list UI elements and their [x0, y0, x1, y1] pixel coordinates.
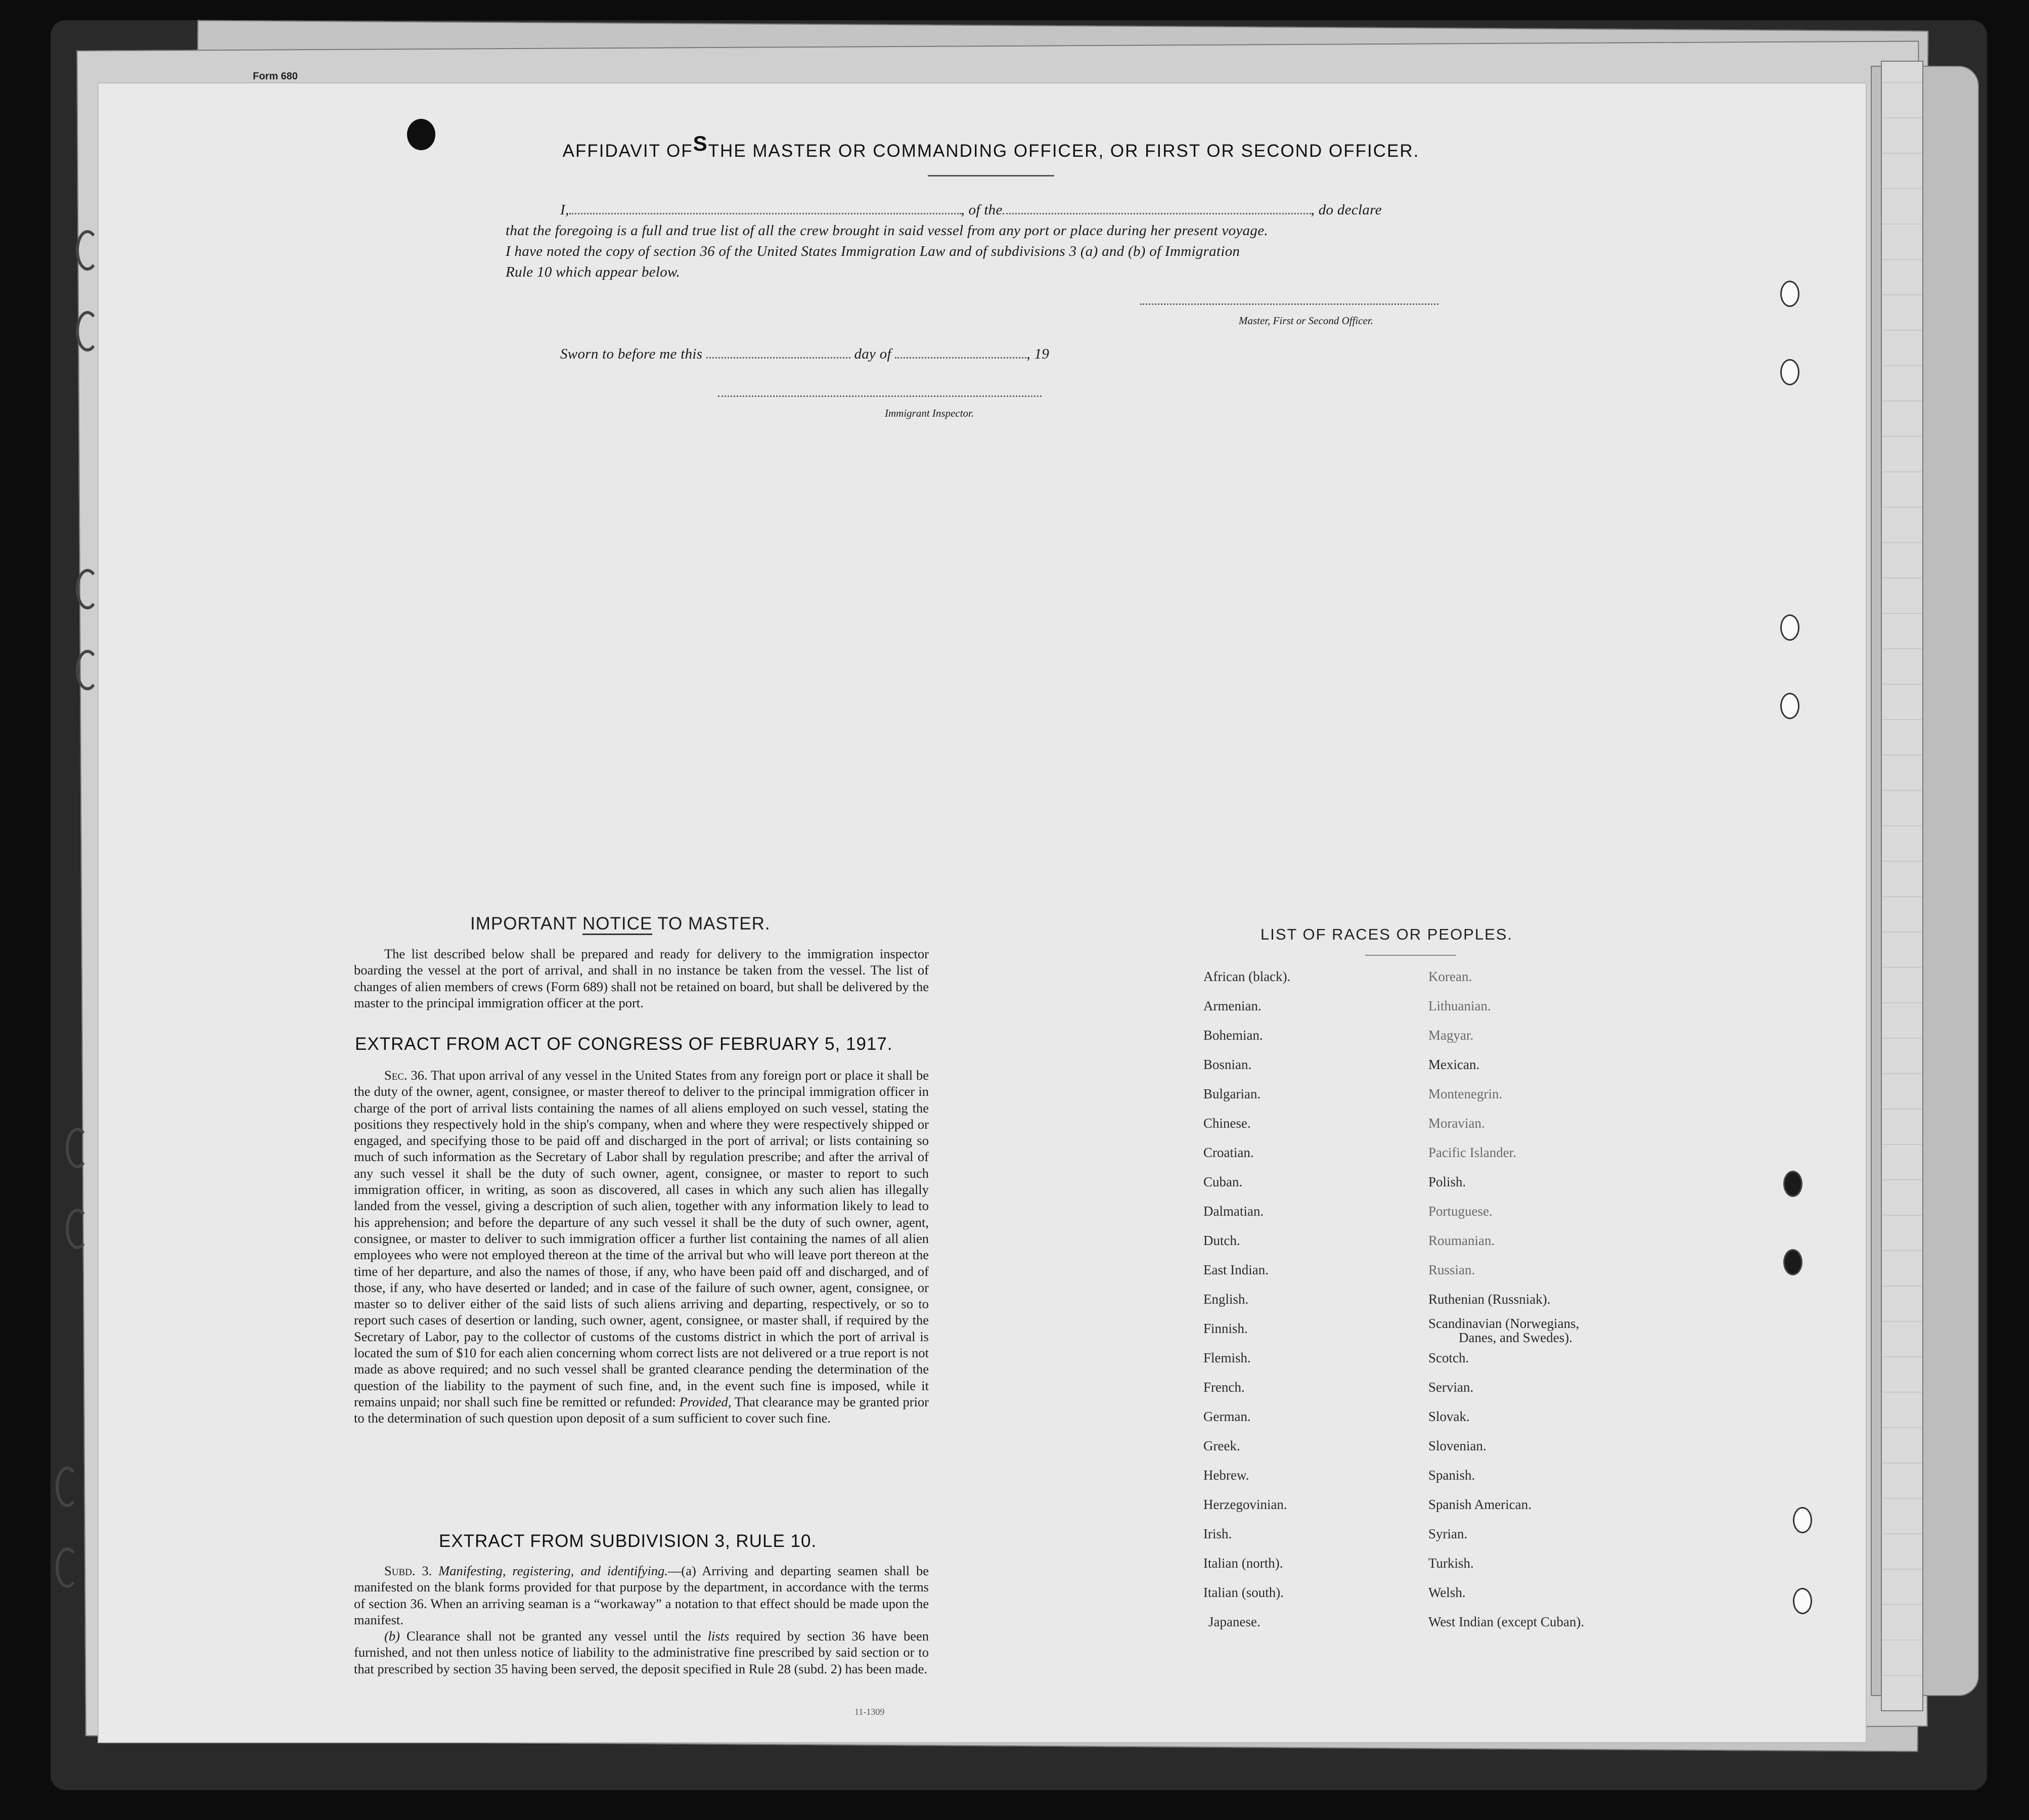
- race-item: Roumanian.: [1428, 1233, 1495, 1248]
- race-item: French.: [1203, 1380, 1245, 1395]
- race-item: Bulgarian.: [1203, 1086, 1261, 1101]
- races-title: LIST OF RACES OR PEOPLES.: [1260, 925, 1513, 943]
- race-item: Bosnian.: [1203, 1057, 1252, 1072]
- race-item: Spanish American.: [1428, 1497, 1531, 1512]
- section-label: Sec. 36.: [384, 1068, 428, 1083]
- name-blank: [569, 213, 961, 214]
- race-item: Magyar.: [1428, 1028, 1474, 1043]
- race-item: Dalmatian.: [1203, 1204, 1264, 1219]
- notice-paragraph: The list described below shall be prepared and ready for delivery to the immigration inspector boarding the vessel at the port of arrival, and shall in no instance be taken from the vessel. The list of changes of alien members of crews (Form 689) shall not be retained on board, but shall be delivered by the master to the principal immigration officer at the port.: [354, 946, 929, 1010]
- notice-title-c: TO MASTER.: [657, 914, 771, 934]
- binder-ring-icon: [66, 1128, 89, 1168]
- inspector-signature-blank: [718, 395, 1042, 397]
- race-item: Lithuanian.: [1428, 998, 1491, 1013]
- punch-hole-icon: [1780, 614, 1799, 641]
- race-item: Ruthenian (Russniak).: [1428, 1292, 1551, 1307]
- vessel-blank: [1003, 213, 1311, 214]
- notice-title-a: IMPORTANT: [470, 914, 577, 934]
- affidavit-of-the: , of the: [961, 202, 1003, 218]
- affidavit-line-2: that the foregoing is a full and true list of all the crew brought in said vessel from any port or place during her present voyage.: [506, 223, 1268, 239]
- race-item: Pacific Islander.: [1428, 1145, 1516, 1160]
- binder-ring-icon: [56, 1467, 79, 1507]
- subd-b-text-2: required by section 36 have been furnished, and not then unless notice of liability to the administrative fine prescribed by said section or to that prescribed by section 35 having been served, the deposit specified in Rule 28 (subd. 2) has been made.: [354, 1628, 929, 1676]
- affidavit-declare: , do declare: [1311, 202, 1382, 218]
- punch-hole-icon: [1783, 1171, 1802, 1197]
- notice-title: [470, 914, 771, 934]
- race-item: Moravian.: [1428, 1116, 1485, 1131]
- race-item: Irish.: [1203, 1526, 1232, 1541]
- races-rule: [1365, 955, 1456, 956]
- subd-a-text: —(a) Arriving and departing seamen shall be manifested on the blank forms provided for that purpose by the department, in accordance with the terms of section 36. When an arriving seaman is a “workaway” a notation to that effect should be made upon the manifest.: [354, 1563, 929, 1627]
- lists-word: lists: [707, 1628, 730, 1644]
- notice-title-b: NOTICE: [582, 914, 652, 935]
- race-item: Korean.: [1428, 969, 1472, 984]
- race-item: Portuguese.: [1428, 1204, 1493, 1219]
- extract-act-title: EXTRACT FROM ACT OF CONGRESS OF FEBRUARY 5, 1917.: [355, 1034, 893, 1054]
- race-item: Welsh.: [1428, 1585, 1466, 1600]
- race-item: English.: [1203, 1292, 1249, 1307]
- handwritten-mark: S: [693, 131, 708, 155]
- race-item: Italian (north).: [1203, 1556, 1283, 1571]
- race-item: Scotch.: [1428, 1350, 1469, 1365]
- master-signature-label: Master, First or Second Officer.: [1239, 315, 1373, 327]
- punch-hole-icon: [1793, 1588, 1812, 1614]
- race-item: Flemish.: [1203, 1350, 1251, 1365]
- affidavit-line-4: Rule 10 which appear below.: [506, 264, 681, 280]
- section-36-body: That upon arrival of any vessel in the United States from any foreign port or place it shall be the duty of the owner, agent, consignee, or master thereof to deliver to the principal immigration officer in charge of the port of arrival lists containing the names of all aliens employed on such vessel, stating the positions they respectively hold in the ship's company, when and where they were respectively shipped or engaged, and specifying those to be paid off and discharged in the port of arrival; or lists containing so much of such information as the Secretary of Labor shall by regulation prescribe; and after the arrival of any such vessel it shall be the duty of such owner, agent, consignee, or master to report to such immigration officer, in writing, as soon as discovered, all cases in which any such alien has illegally landed from the vessel, giving a description of such alien, together with any information likely to lead to his apprehension; and before the departure of any such vessel it shall be the duty of such owner, agent, consignee, or master to deliver to such immigration officer a further list containing the names of all alien employees who were not employed thereon at the time of the arrival but who will leave port thereon at the time of her departure, and also the names of those, if any, who have been paid off and discharged, and of those, if any, who have deserted or landed; and in case of the failure of such owner, agent, consignee, or master so to deliver either of the said lists of such aliens arriving and departing, respectively, or so to report such cases of desertion or landing, such owner, agent, consignee, or master shall, if required by the Secretary of Labor, pay to the collector of customs of the customs district in which the port of arrival is located the sum of $10 for each alien concerning whom correct lists are not delivered or a true report is not made as above required; and no such vessel shall be granted clearance pending the determination of the question of the liability to the payment of such fine, and, in the event such fine is imposed, while it remains unpaid; nor shall such fine be remitted or refunded:: [354, 1068, 929, 1409]
- race-item: African (black).: [1203, 969, 1291, 984]
- subd-label: Subd. 3.: [384, 1563, 432, 1578]
- race-item: Syrian.: [1428, 1526, 1468, 1541]
- ledger-sheet-edge: [1881, 61, 1923, 1711]
- race-item: Scandinavian (Norwegians,: [1428, 1316, 1580, 1331]
- ink-blot: [407, 119, 435, 150]
- affidavit-i: I,: [560, 202, 569, 218]
- print-code: 11-1309: [854, 1707, 885, 1717]
- punch-hole-icon: [1780, 281, 1799, 307]
- punch-hole-icon: [1780, 359, 1799, 385]
- race-item: Russian.: [1428, 1262, 1475, 1277]
- binder-ring-icon: [76, 311, 99, 351]
- race-item: Slovenian.: [1428, 1438, 1486, 1453]
- binder-ring-icon: [56, 1547, 79, 1588]
- race-item: Spanish.: [1428, 1468, 1475, 1483]
- day-of-text: day of: [854, 346, 891, 362]
- race-item: Turkish.: [1428, 1556, 1474, 1571]
- sworn-line: [560, 344, 1049, 365]
- affidavit-line-3: I have noted the copy of section 36 of the United States Immigration Law and of subdivisions 3 (a) and (b) of Immigration: [506, 243, 1240, 259]
- subd-title: Manifesting, registering, and identifying.: [438, 1563, 668, 1578]
- race-item: Polish.: [1428, 1174, 1466, 1189]
- master-signature-blank: [1140, 303, 1438, 305]
- punch-hole-icon: [1793, 1507, 1812, 1533]
- affidavit-title-part2: THE MASTER OR COMMANDING OFFICER, OR FIRST OR SECOND OFFICER.: [708, 141, 1420, 161]
- binder-ring-icon: [66, 1209, 89, 1249]
- notice-text: [354, 946, 929, 1011]
- subd-b-text-1: Clearance shall not be granted any vessel until the: [406, 1628, 701, 1644]
- race-item: Armenian.: [1203, 998, 1261, 1013]
- race-item: Herzegovinian.: [1203, 1497, 1287, 1512]
- title-rule: [928, 175, 1054, 176]
- section-36-text: [354, 1067, 929, 1427]
- race-item: Hebrew.: [1203, 1468, 1249, 1483]
- race-item: Chinese.: [1203, 1116, 1251, 1131]
- race-item: Dutch.: [1203, 1233, 1240, 1248]
- race-item: Bohemian.: [1203, 1028, 1263, 1043]
- race-item: Montenegrin.: [1428, 1086, 1503, 1101]
- subd-b-label: (b): [384, 1628, 400, 1644]
- provided-word: Provided,: [679, 1394, 732, 1409]
- form-number: Form 680: [253, 71, 298, 82]
- affidavit-line-1: [560, 200, 1465, 220]
- race-item: German.: [1203, 1409, 1251, 1424]
- document-page: [99, 83, 1866, 1742]
- race-item: Mexican.: [1428, 1057, 1480, 1072]
- affidavit-title: [538, 131, 1444, 162]
- sworn-text: Sworn to before me this: [560, 346, 703, 362]
- extract-rule-title: EXTRACT FROM SUBDIVISION 3, RULE 10.: [439, 1531, 817, 1551]
- inspector-signature-label: Immigrant Inspector.: [885, 407, 974, 419]
- race-item: Cuban.: [1203, 1174, 1243, 1189]
- race-item: Greek.: [1203, 1438, 1240, 1453]
- race-item: Croatian.: [1203, 1145, 1254, 1160]
- race-item: Japanese.: [1208, 1614, 1260, 1629]
- binder-ring-icon: [76, 650, 99, 690]
- rule-10-text: [354, 1563, 929, 1677]
- section-36-body-end: That clearance may be granted prior to the determination of such question upon deposit of a sum sufficient to cover such fine.: [354, 1394, 929, 1426]
- punch-hole-icon: [1783, 1249, 1802, 1275]
- race-item: Finnish.: [1203, 1321, 1248, 1336]
- race-item: East Indian.: [1203, 1262, 1269, 1277]
- race-item: Italian (south).: [1203, 1585, 1284, 1600]
- day-blank: [706, 357, 850, 359]
- affidavit-title-part1: AFFIDAVIT OF: [562, 141, 693, 161]
- race-item: West Indian (except Cuban).: [1428, 1614, 1585, 1629]
- binder-ring-icon: [76, 230, 99, 271]
- binder-ring-icon: [76, 569, 99, 609]
- race-item: Danes, and Swedes).: [1459, 1330, 1572, 1345]
- punch-hole-icon: [1780, 693, 1799, 719]
- year-text: , 19: [1026, 346, 1050, 362]
- month-blank: [895, 357, 1026, 359]
- race-item: Slovak.: [1428, 1409, 1470, 1424]
- race-item: Servian.: [1428, 1380, 1474, 1395]
